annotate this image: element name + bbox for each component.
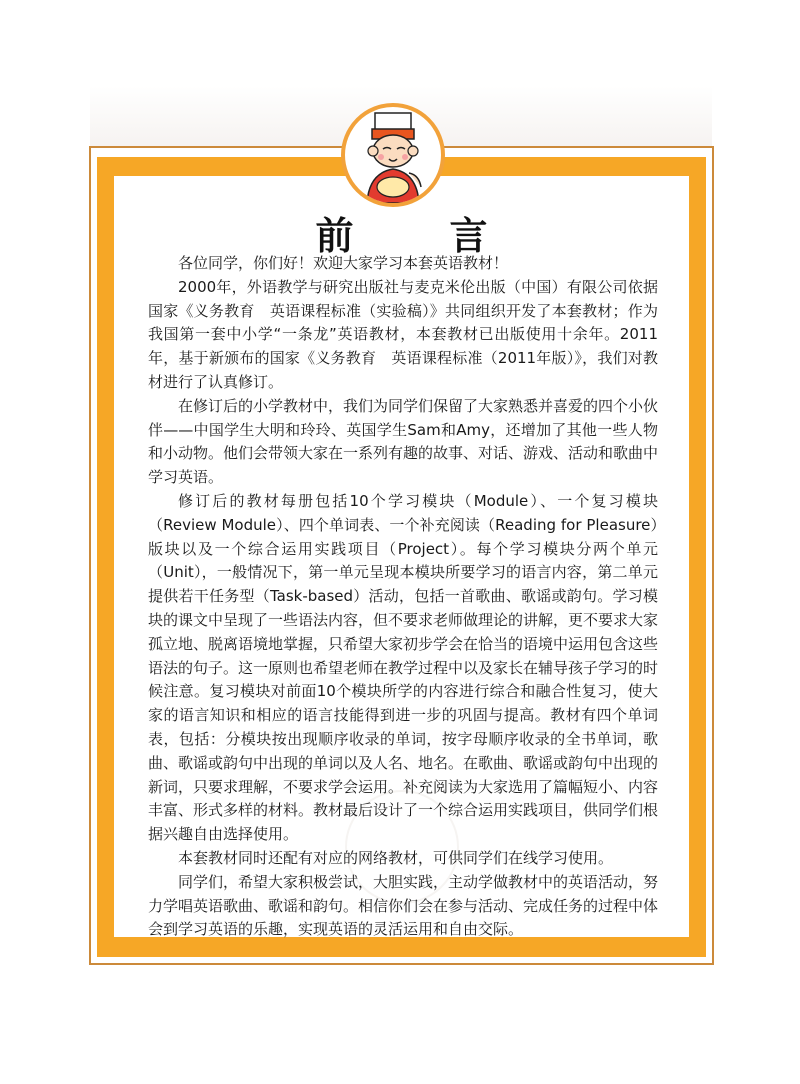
paragraph-structure: 修订后的教材每册包括10个学习模块（Module）、一个复习模块（Review Module）、四个单词表、一个补充阅读（Reading for Pleasure）版块以及一个综合运用实践项目（Project）。每个学习模块分两个单元（Unit），一般情况下，第一单元呈现本模块所要学习的语言内容，第二单元提供若干任务型（Task-based）活动，包括一首歌曲、歌谣或韵句。学习模块的课文中呈现了一些语法内容，但不要求老师做理论的讲解，更不要求大家孤立地、脱离语境地掌握，只希望大家初步学会在恰当的语境中运用包含这些语法的句子。这一原则也希望老师在教学过程中以及家长在辅导孩子学习的时候注意。复习模块对前面10个模块所学的内容进行综合和融合性复习，使大家的语言知识和相应的语言技能得到进一步的巩固与提高。教材有四个单词表，包括：分模块按出现顺序收录的单词，按字母顺序收录的全书单词，歌曲、歌谣或韵句中出现的单词以及人名、地名。在歌曲、歌谣或韵句中出现的新词，只要求理解，不要求学会运用。补充阅读为大家选用了篇幅短小、内容丰富、形式多样的材料。教材最后设计了一个综合运用实践项目，供同学们根据兴趣自由选择使用。 xyxy=(148,491,659,844)
paragraph-greeting: 各位同学，你们好！欢迎大家学习本套英语教材！ xyxy=(178,254,509,272)
paragraph-closing: 同学们，希望大家积极尝试，大胆实践，主动学做教材中的英语活动，努力学唱英语歌曲、歌谣和韵句。相信你们会在参与活动、完成任务的过程中体会到学习英语的乐趣，实现英语的灵活运用和自由交际。 xyxy=(148,872,659,939)
paragraph-history: 2000年，外语教学与研究出版社与麦克米伦出版（中国）有限公司依据国家《义务教育 英语课程标准（实验稿）》共同组织开发了本套教材；作为我国第一套中小学“一条龙”英语教材，本套教材已出版使用十余年。2011年，基于新颁布的国家《义务教育 英语课程标准（2011年版）》，我们对教材进行了认真修订。 xyxy=(148,277,658,391)
preface-body xyxy=(148,252,658,942)
title-char-2: 言 xyxy=(449,213,488,258)
paragraph-online: 本套教材同时还配有对应的网络教材，可供同学们在线学习使用。 xyxy=(178,848,614,867)
title-char-1: 前 xyxy=(315,213,354,258)
mascot-icon xyxy=(341,103,445,207)
paragraph-characters: 在修订后的小学教材中，我们为同学们保留了大家熟悉并喜爱的四个小伙伴——中国学生大明和玲玲、英国学生Sam和Amy，还增加了其他一些人物和小动物。他们会带领大家在一系列有趣的故事、对话、游戏、活动和歌曲中学习英语。 xyxy=(148,396,659,487)
page-title xyxy=(114,205,689,258)
